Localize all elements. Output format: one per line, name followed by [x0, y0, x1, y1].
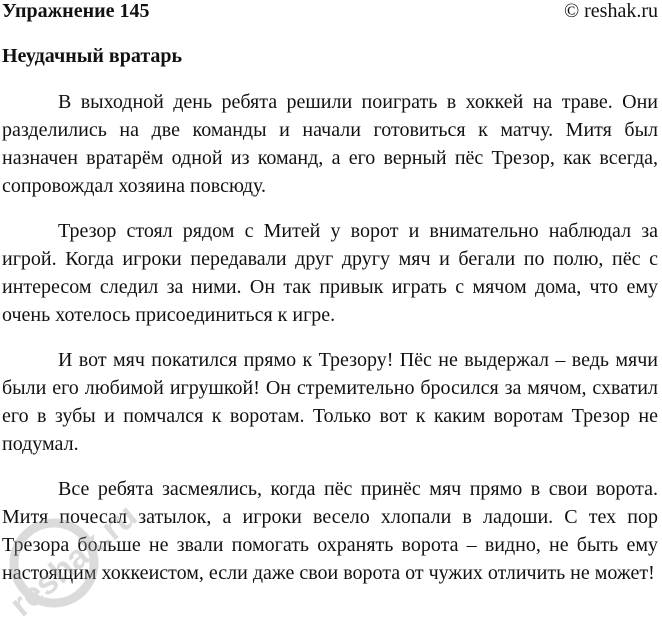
- text-title: Неудачный вратарь: [2, 45, 183, 67]
- header: [2, 0, 658, 24]
- watermark-text: reshak.ru: [2, 496, 145, 625]
- paragraph-1: В выходной день ребята решили поиграть в хоккей на траве. Они разделились на две команды и начали готовиться к матчу. Митя был назначен вратарём одной из команд, а его верный пёс Трезор, как всегда, сопровождал хозяина повсюду.: [2, 91, 658, 197]
- exercise-label: Упражнение 145: [2, 0, 150, 22]
- paragraph-4: Все ребята засмеялись, когда пёс принёс мяч прямо в свои ворота. Митя почесал затылок, а игроки весело хлопали в ладоши. С тех пор Трезора больше не звали помогать охранять ворота – видно, не быть ему настоящим хоккеистом, если даже свои ворота от чужих отличить не может!: [2, 478, 658, 584]
- paragraph-2: Трезор стоял рядом с Митей у ворот и внимательно наблюдал за игрой. Когда игроки передавали друг другу мяч и бегали по полю, пёс с интересом следил за ними. Он так привык играть с мячом дома, что ему очень хотелось присоединиться к игре.: [2, 220, 658, 326]
- text-body: [2, 88, 658, 604]
- paragraph-3: И вот мяч покатился прямо к Трезору! Пёс не выдержал – ведь мячи были его любимой игрушкой! Он стремительно бросился за мячом, схватил его в зубы и помчался к воротам. Только вот к каким воротам Трезор не подумал.: [2, 349, 658, 455]
- source-label: © reshak.ru: [563, 0, 658, 22]
